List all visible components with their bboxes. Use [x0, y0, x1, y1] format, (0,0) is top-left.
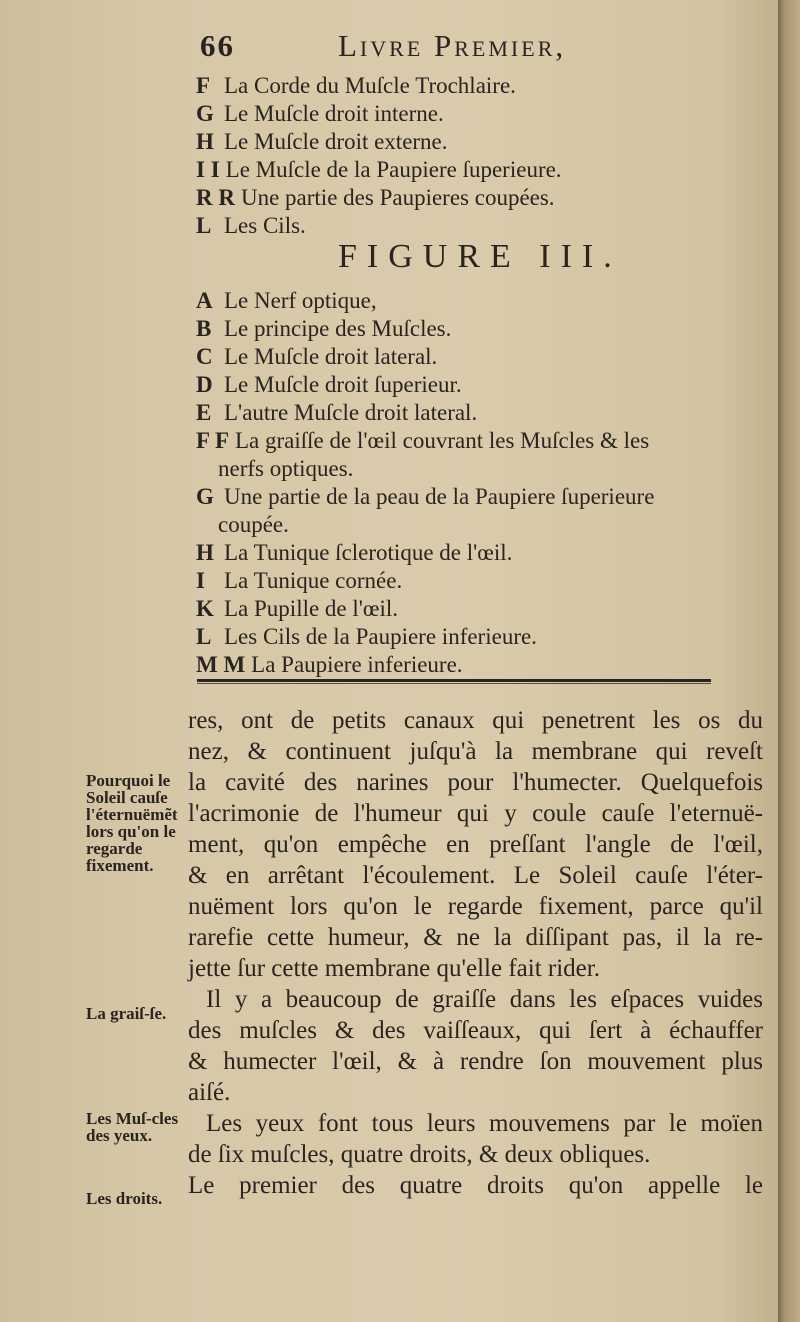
body-line: res, ont de petits canaux qui penetrent les os du: [188, 707, 763, 734]
legend-item: [196, 184, 776, 212]
legend-key: L: [196, 624, 212, 649]
body-line: aiſé.: [188, 1079, 231, 1106]
legend-text: L'autre Muſcle droit lateral.: [224, 400, 478, 425]
body-line: l'acrimonie de l'humeur qui y coule cauſe l'eternuë-: [188, 800, 763, 827]
legend-key: G: [196, 101, 214, 126]
legend-key: A: [196, 288, 213, 313]
body-line: & humecter l'œil, & à rendre ſon mouvement plus: [188, 1048, 763, 1075]
body-line: rarefie cette humeur, & ne la diſſipant pas, il la re-: [188, 924, 763, 951]
body-line: des muſcles & des vaiſſeaux, qui ſert à échauffer: [188, 1017, 763, 1044]
legend-text: La Tunique cornée.: [224, 568, 403, 593]
legend-key: K: [196, 596, 214, 621]
legend-top: [196, 72, 776, 240]
body-line: & en arrêtant l'écoulement. Le Soleil cauſe l'éter-: [188, 862, 763, 889]
legend-item: [196, 595, 776, 623]
legend-text: La Pupille de l'œil.: [224, 596, 399, 621]
margin-note-soleil: Pourquoi le Soleil cauſe l'éternuëmẽt lors qu'on le regarde fixement.: [86, 771, 178, 875]
legend-text: Une partie des Paupieres coupées.: [240, 185, 555, 210]
legend-item: [196, 483, 776, 511]
legend-text: Le Muſcle droit ſuperieur.: [224, 372, 462, 397]
legend-key: E: [196, 400, 212, 425]
legend-text: Les Cils de la Paupiere inferieure.: [224, 624, 537, 649]
legend-key: H: [196, 540, 214, 565]
body-line: Il y a beaucoup de graiſſe dans les eſpaces vuides: [206, 986, 763, 1013]
legend-key: I: [196, 568, 205, 593]
legend-key: F F: [196, 428, 229, 453]
legend-text: Les Cils.: [224, 213, 306, 238]
page-edge: [778, 0, 800, 1322]
legend-key: B: [196, 316, 212, 341]
legend-item: [196, 343, 776, 371]
legend-item: [196, 100, 776, 128]
legend-text: La Tunique ſclerotique de l'œil.: [224, 540, 513, 565]
legend-key: G: [196, 484, 214, 509]
legend-text: La Corde du Muſcle Trochlaire.: [224, 73, 516, 98]
legend-key: I I: [196, 157, 220, 182]
legend-text: Le Muſcle droit lateral.: [224, 344, 438, 369]
section-rule-thin: [197, 683, 711, 684]
legend-item: [196, 287, 776, 315]
legend-item: [196, 156, 776, 184]
legend-continuation: coupée.: [218, 512, 289, 537]
margin-note-graisse: La graiſ-ſe.: [86, 1004, 167, 1023]
legend-item: [196, 539, 776, 567]
legend-item: [196, 427, 776, 455]
legend-item: [196, 623, 776, 651]
page-number: 66: [200, 28, 235, 63]
legend-figure-3: [196, 287, 776, 679]
legend-item: [196, 128, 776, 156]
legend-text: Le principe des Muſcles.: [224, 316, 452, 341]
legend-text: Une partie de la peau de la Paupiere ſuperieure: [224, 484, 655, 509]
legend-text: Le Muſcle droit interne.: [224, 101, 444, 126]
running-header: [200, 28, 670, 68]
legend-text: La Paupiere inferieure.: [251, 652, 463, 677]
body-line: Le premier des quatre droits qu'on appelle le: [188, 1172, 763, 1199]
legend-item: [196, 72, 776, 100]
body-line: Les yeux font tous leurs mouvemens par le moïen: [206, 1110, 763, 1137]
legend-item: [196, 651, 776, 679]
legend-key: R R: [196, 185, 235, 210]
body-line: ment, qu'on empêche en preſſant l'angle de l'œil,: [188, 831, 763, 858]
legend-text: Le Nerf optique,: [224, 288, 377, 313]
body-text: [188, 705, 763, 1201]
section-rule: [197, 679, 711, 682]
legend-key: C: [196, 344, 213, 369]
body-line: nuëment lors qu'on le regarde fixement, parce qu'il: [188, 893, 763, 920]
body-line: nez, & continuent juſqu'à la membrane qui reveſt: [188, 738, 763, 765]
legend-key: H: [196, 129, 214, 154]
legend-item: [196, 371, 776, 399]
legend-text: Le Muſcle de la Paupiere ſuperieure.: [225, 157, 562, 182]
body-line: jette ſur cette membrane qu'elle fait rider.: [188, 955, 600, 982]
figure-title: FIGURE III.: [338, 238, 622, 275]
legend-text: Le Muſcle droit externe.: [224, 129, 448, 154]
margin-note-muscles: Les Muſ-cles des yeux.: [86, 1109, 179, 1145]
legend-item: [196, 212, 776, 240]
legend-item: [196, 567, 776, 595]
legend-key: F: [196, 73, 211, 98]
running-title: Livre Premier,: [338, 28, 567, 63]
body-line: la cavité des narines pour l'humecter. Quelquefois: [188, 769, 763, 796]
body-line: de ſix muſcles, quatre droits, & deux obliques.: [188, 1141, 651, 1168]
legend-key: M M: [196, 652, 246, 677]
legend-key: L: [196, 213, 212, 238]
legend-item: [196, 399, 776, 427]
legend-key: D: [196, 372, 213, 397]
margin-note-droits: Les droits.: [86, 1189, 163, 1208]
legend-item: [196, 315, 776, 343]
legend-text: La graiſſe de l'œil couvrant les Muſcles & les: [235, 428, 650, 453]
legend-continuation: nerfs optiques.: [218, 456, 354, 481]
